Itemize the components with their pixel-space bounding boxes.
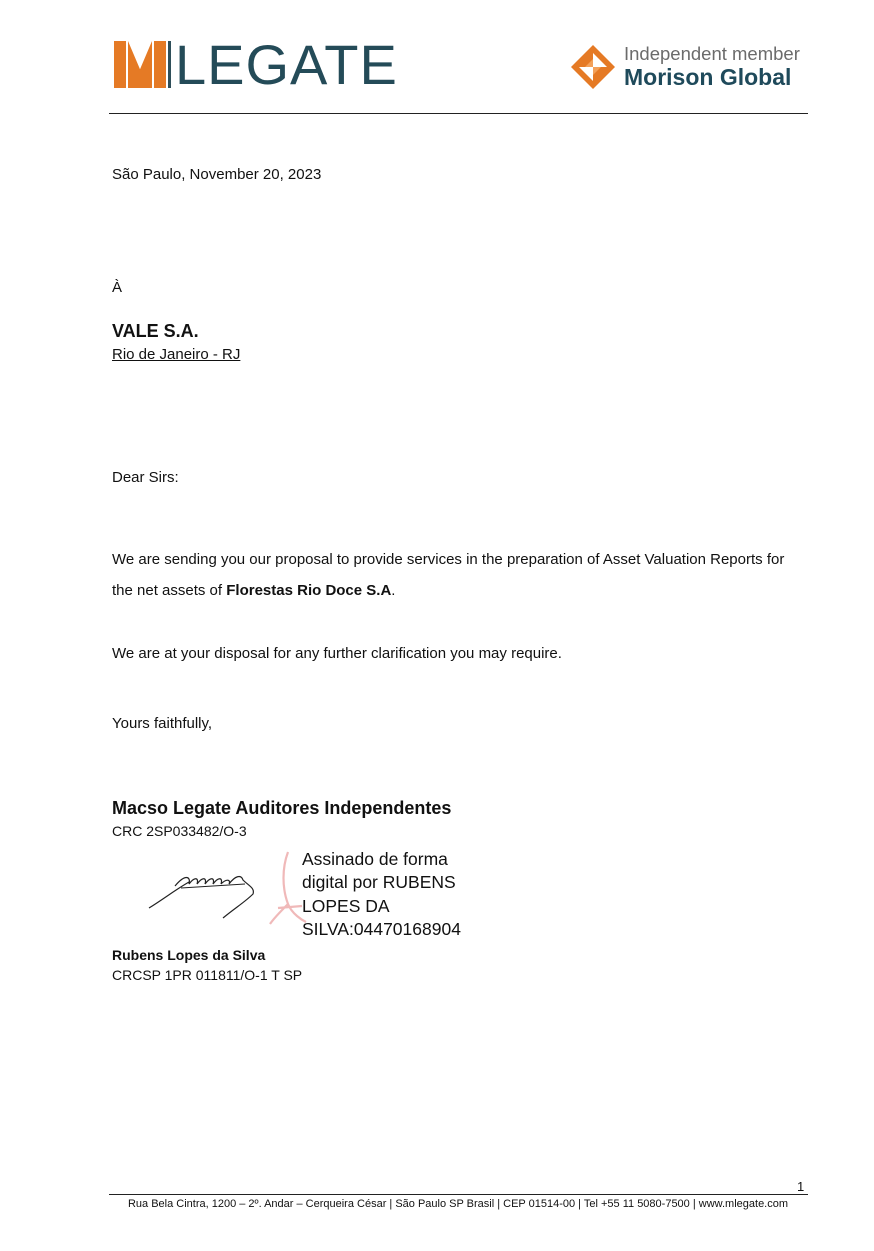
- recipient-company: VALE S.A.: [112, 321, 199, 341]
- logo-wordmark: LEGATE: [175, 33, 398, 96]
- paragraph1-line1: We are sending you our proposal to provide services in the preparation of Asset Valuation Reports for: [112, 551, 785, 568]
- morison-emblem-icon: [571, 45, 615, 89]
- network-name: Morison Global: [624, 64, 792, 90]
- salutation-to: À: [112, 279, 123, 296]
- client-name: Florestas Rio Doce S.A: [226, 582, 392, 599]
- footer-address: Rua Bela Cintra, 1200 – 2º. Andar – Cerqueira César | São Paulo SP Brasil | CEP 01514-00 | Tel +55 11 5080-7500 | www.mlegate.com: [127, 1198, 789, 1210]
- closing: Yours faithfully,: [112, 715, 213, 732]
- logo-m-mark: [114, 41, 166, 88]
- footer-rule: [109, 1194, 808, 1195]
- morison-global-badge: [571, 44, 800, 90]
- paragraph1-suffix: .: [391, 582, 396, 599]
- page-number: 1: [797, 1179, 805, 1194]
- handwritten-signature: [145, 862, 265, 922]
- greeting: Dear Sirs:: [112, 469, 179, 486]
- paragraph1-prefix: the net assets of: [112, 582, 227, 599]
- logo-divider: [168, 41, 171, 88]
- member-label: Independent member: [624, 43, 800, 64]
- firm-name: Macso Legate Auditores Independentes: [112, 798, 452, 818]
- date-line: São Paulo, November 20, 2023: [112, 166, 322, 183]
- digital-signature-text: Assinado de forma digital por RUBENS LOPES DA SILVA:04470168904: [302, 849, 461, 939]
- paragraph2: We are at your disposal for any further clarification you may require.: [112, 645, 562, 662]
- header-rule: [109, 113, 808, 114]
- signer-crc: CRCSP 1PR 011811/O-1 T SP: [112, 967, 303, 983]
- mlegate-logo: [114, 33, 398, 96]
- firm-crc: CRC 2SP033482/O-3: [112, 823, 247, 839]
- recipient-city: Rio de Janeiro - RJ: [112, 346, 241, 363]
- paragraph1-line2: [112, 582, 395, 599]
- signer-name: Rubens Lopes da Silva: [112, 947, 266, 963]
